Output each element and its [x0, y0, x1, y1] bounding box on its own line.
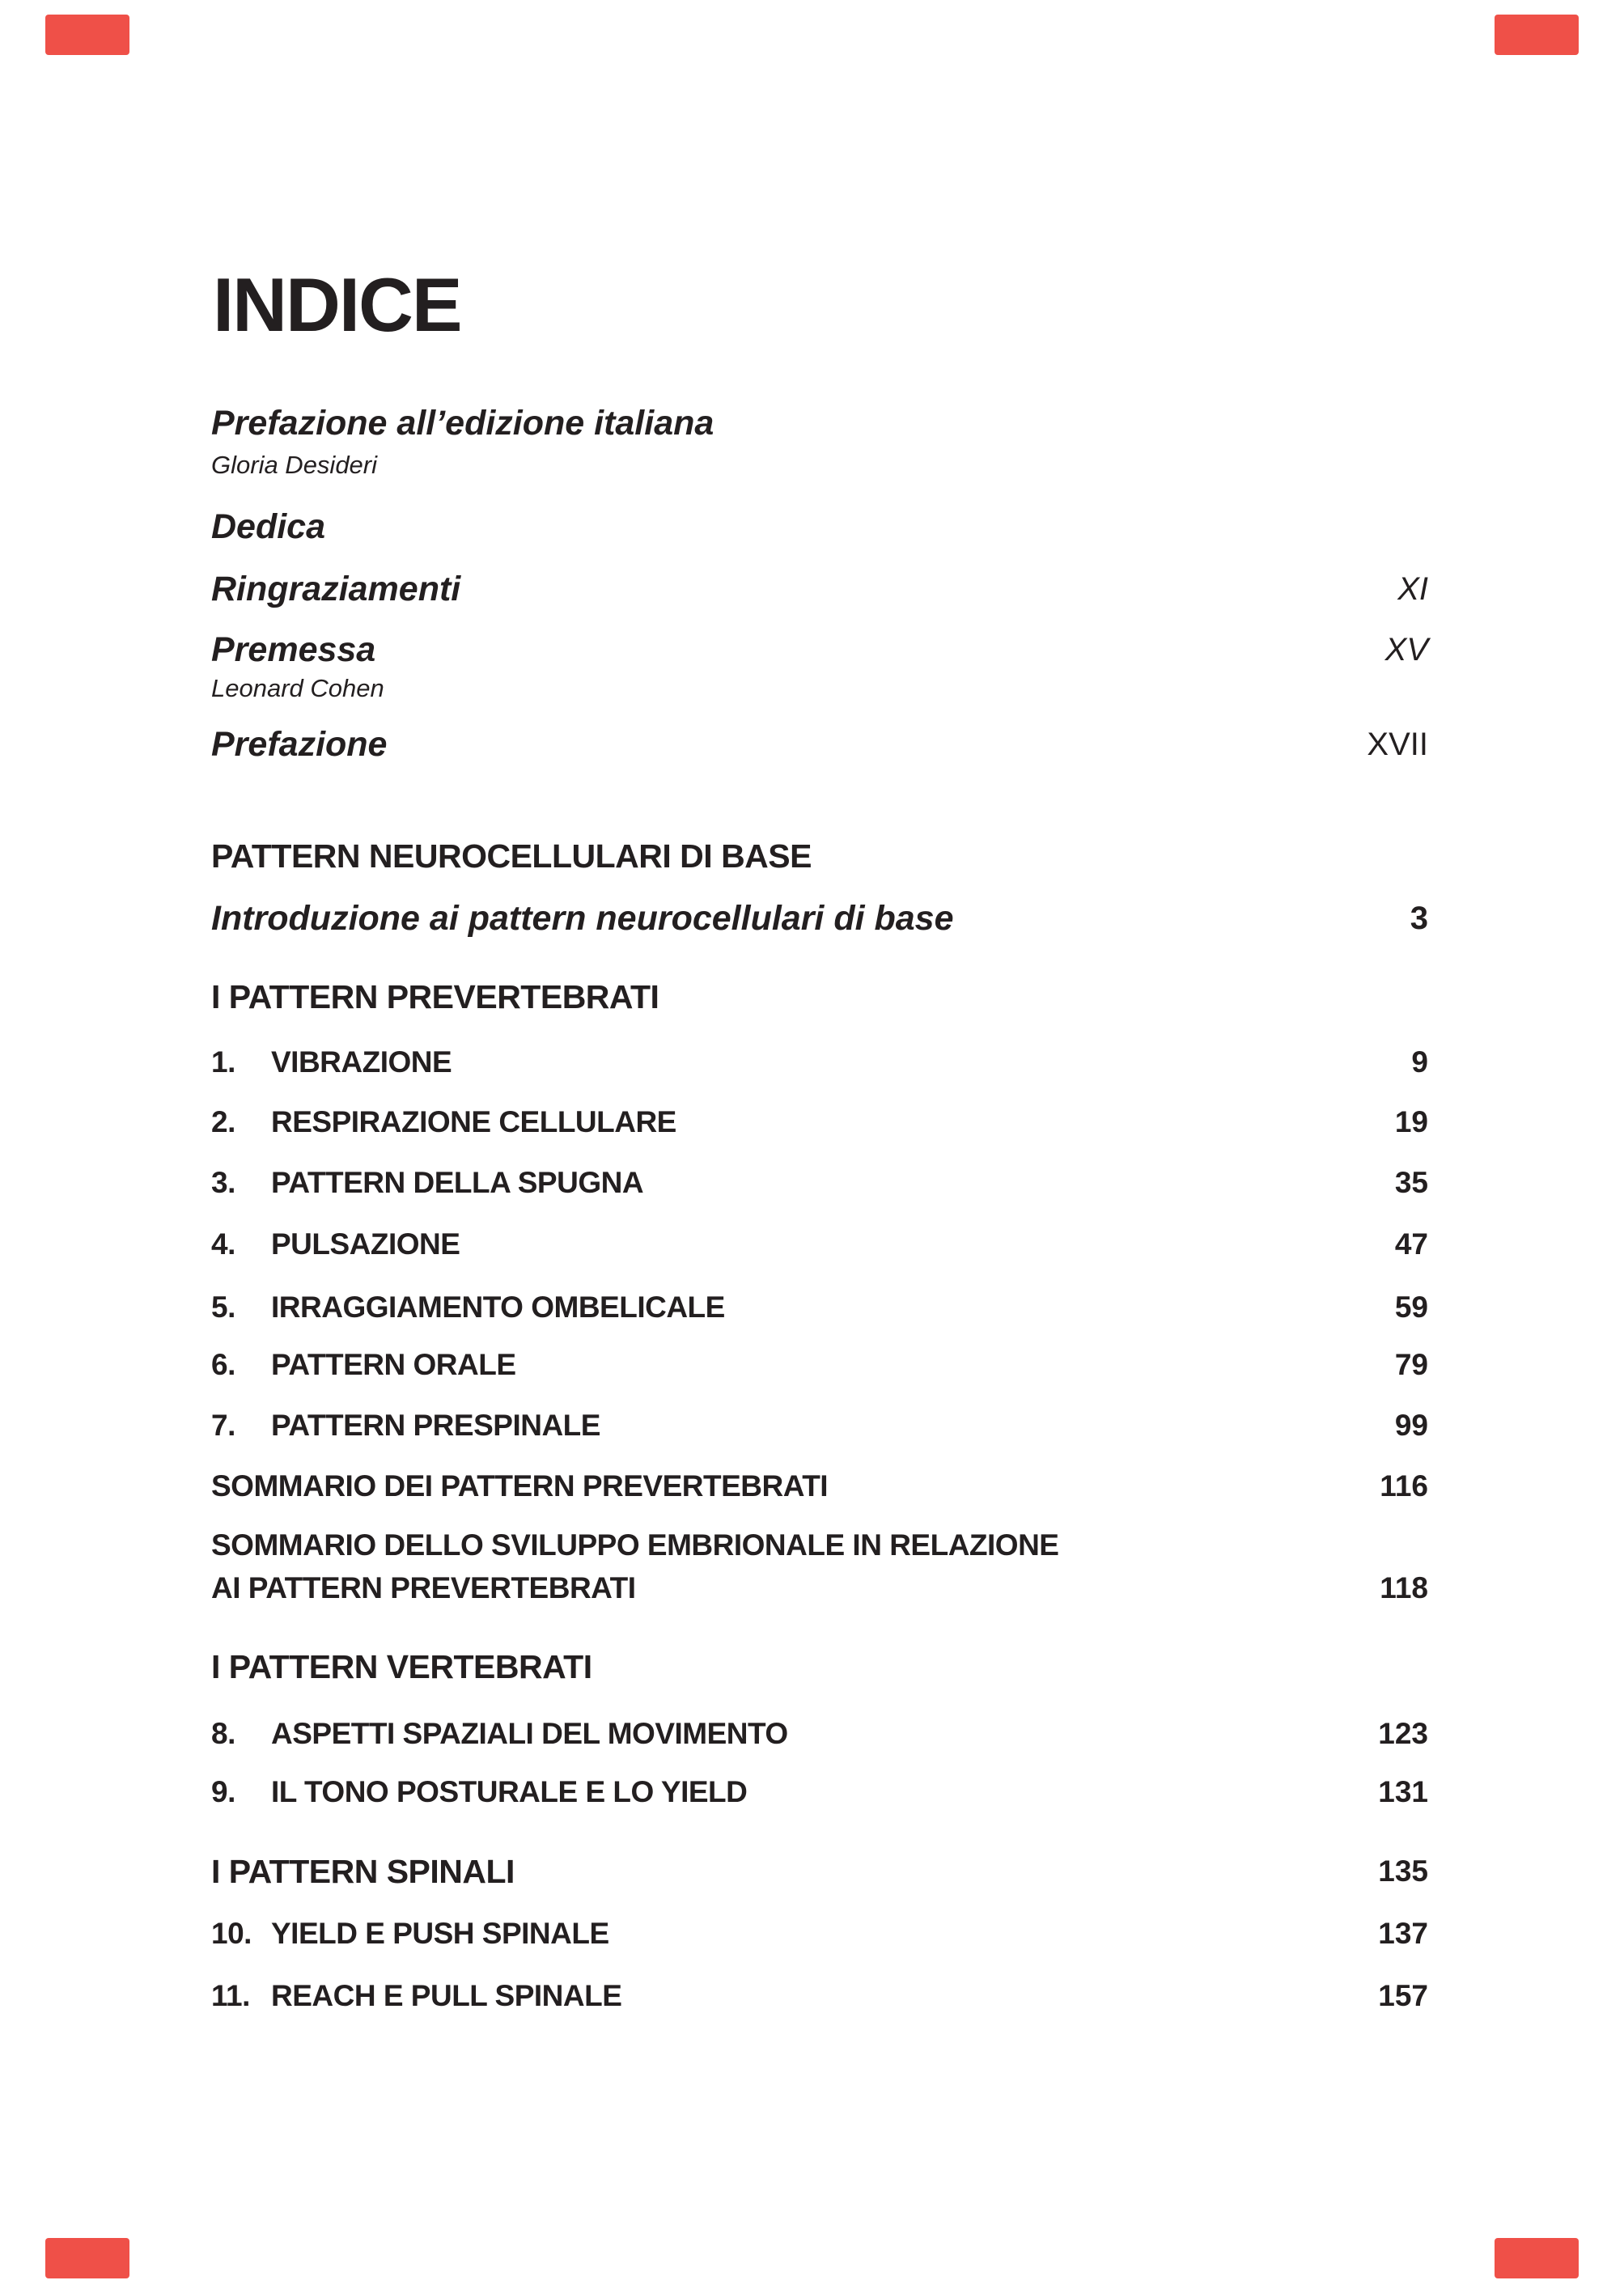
- toc-entry-label: Prefazione: [211, 724, 388, 764]
- toc-chapter-row: [211, 1036, 1428, 1088]
- chapter-number: 4.: [211, 1227, 235, 1261]
- chapter-number: 5.: [211, 1291, 235, 1324]
- toc-page-number: 19: [1394, 1105, 1428, 1138]
- toc-chapter-row: [211, 1339, 1428, 1391]
- toc-entry-label: ASPETTI SPAZIALI DEL MOVIMENTO: [271, 1717, 788, 1750]
- toc-entry-label: YIELD E PUSH SPINALE: [271, 1917, 609, 1950]
- toc-intro-entry: [211, 892, 1428, 944]
- toc-chapter-row: [211, 1908, 1428, 1960]
- chapter-number: 6.: [211, 1348, 235, 1381]
- toc-entry-label: IL TONO POSTURALE E LO YIELD: [271, 1775, 748, 1808]
- chapter-number: 10.: [211, 1917, 252, 1950]
- chapter-number: 11.: [211, 1979, 250, 2012]
- toc-entry-label: Introduzione ai pattern neurocellulari di base: [211, 898, 954, 938]
- toc-entry-label: AI PATTERN PREVERTEBRATI: [211, 1571, 636, 1604]
- toc-summary-row: [211, 1460, 1428, 1512]
- chapter-number: 2.: [211, 1105, 235, 1138]
- toc-page-number: 59: [1394, 1291, 1428, 1324]
- toc-page-number: 116: [1380, 1469, 1428, 1503]
- toc-entry-label: REACH E PULL SPINALE: [271, 1979, 622, 2012]
- toc-chapter-row: [211, 1157, 1428, 1209]
- toc-entry-label: RESPIRAZIONE CELLULARE: [271, 1105, 676, 1138]
- toc-entry-label: PATTERN ORALE: [271, 1348, 516, 1381]
- toc-section-heading: [211, 971, 1428, 1023]
- toc-page-number: 9: [1411, 1045, 1428, 1079]
- chapter-number: 1.: [211, 1045, 235, 1079]
- toc-entry-label: PATTERN DELLA SPUGNA: [271, 1166, 644, 1199]
- toc-page-number: 118: [1380, 1571, 1428, 1604]
- toc-page-number: 35: [1394, 1166, 1428, 1199]
- toc-entry-label: I PATTERN SPINALI: [211, 1852, 515, 1890]
- chapter-number: 7.: [211, 1409, 235, 1442]
- toc-chapter-row: [211, 1766, 1428, 1818]
- toc-page-number: 135: [1378, 1854, 1428, 1888]
- toc-summary-row: [211, 1562, 1428, 1614]
- toc-entry-label: PATTERN PRESPINALE: [271, 1409, 600, 1442]
- toc-entry-label: PATTERN NEUROCELLULARI DI BASE: [211, 837, 812, 875]
- toc-page-number: 137: [1378, 1917, 1428, 1950]
- chapter-number: 9.: [211, 1775, 235, 1808]
- toc-page-number: XVII: [1367, 726, 1428, 762]
- corner-crop-mark: [45, 15, 129, 55]
- toc-entry-label: PULSAZIONE: [271, 1227, 460, 1261]
- toc-entry-label: I PATTERN VERTEBRATI: [211, 1647, 592, 1685]
- toc-part-title: [211, 830, 1428, 882]
- toc-entry-label: SOMMARIO DEI PATTERN PREVERTEBRATI: [211, 1469, 829, 1503]
- toc-entry-label: Prefazione all’edizione italiana: [211, 403, 714, 443]
- toc-chapter-row: [211, 1219, 1428, 1270]
- toc-page-number: 123: [1378, 1717, 1428, 1750]
- toc-chapter-row: [211, 1400, 1428, 1452]
- toc-entry-label: Dedica: [211, 506, 326, 546]
- toc-front-matter-entry: [211, 501, 1428, 553]
- corner-crop-mark: [1495, 2238, 1579, 2278]
- toc-page-number: 131: [1378, 1775, 1428, 1808]
- toc-entry-label: IRRAGGIAMENTO OMBELICALE: [271, 1291, 725, 1324]
- toc-author: [211, 439, 1428, 491]
- toc-entry-label: Gloria Desideri: [211, 451, 378, 479]
- toc-entry-label: Leonard Cohen: [211, 674, 384, 702]
- toc-page-number: XI: [1397, 570, 1428, 607]
- corner-crop-mark: [45, 2238, 129, 2278]
- toc-section-heading: [211, 1846, 1428, 1897]
- toc-page-number: 99: [1394, 1409, 1428, 1442]
- page-title: INDICE: [213, 262, 461, 347]
- toc-chapter-row: [211, 1096, 1428, 1148]
- toc-entry-label: VIBRAZIONE: [271, 1045, 452, 1079]
- toc-page-number: XV: [1384, 631, 1428, 668]
- toc-front-matter-entry: [211, 718, 1428, 770]
- toc-page-number: 157: [1378, 1979, 1428, 2012]
- toc-entry-label: SOMMARIO DELLO SVILUPPO EMBRIONALE IN RELAZIONE: [211, 1528, 1059, 1562]
- toc-entry-label: I PATTERN PREVERTEBRATI: [211, 977, 659, 1015]
- toc-chapter-row: [211, 1970, 1428, 2022]
- toc-page-number: 79: [1394, 1348, 1428, 1381]
- chapter-number: 8.: [211, 1717, 235, 1750]
- toc-author: [211, 663, 1428, 714]
- toc-front-matter-entry: [211, 563, 1428, 615]
- toc-chapter-row: [211, 1708, 1428, 1760]
- chapter-number: 3.: [211, 1166, 235, 1199]
- toc-chapter-row: [211, 1282, 1428, 1333]
- toc-entry-label: Ringraziamenti: [211, 569, 461, 608]
- toc-page-number: 47: [1394, 1227, 1428, 1261]
- toc-section-heading: [211, 1641, 1428, 1693]
- corner-crop-mark: [1495, 15, 1579, 55]
- toc-entry-label: Premessa: [211, 629, 376, 669]
- toc-page-number: 3: [1410, 900, 1428, 936]
